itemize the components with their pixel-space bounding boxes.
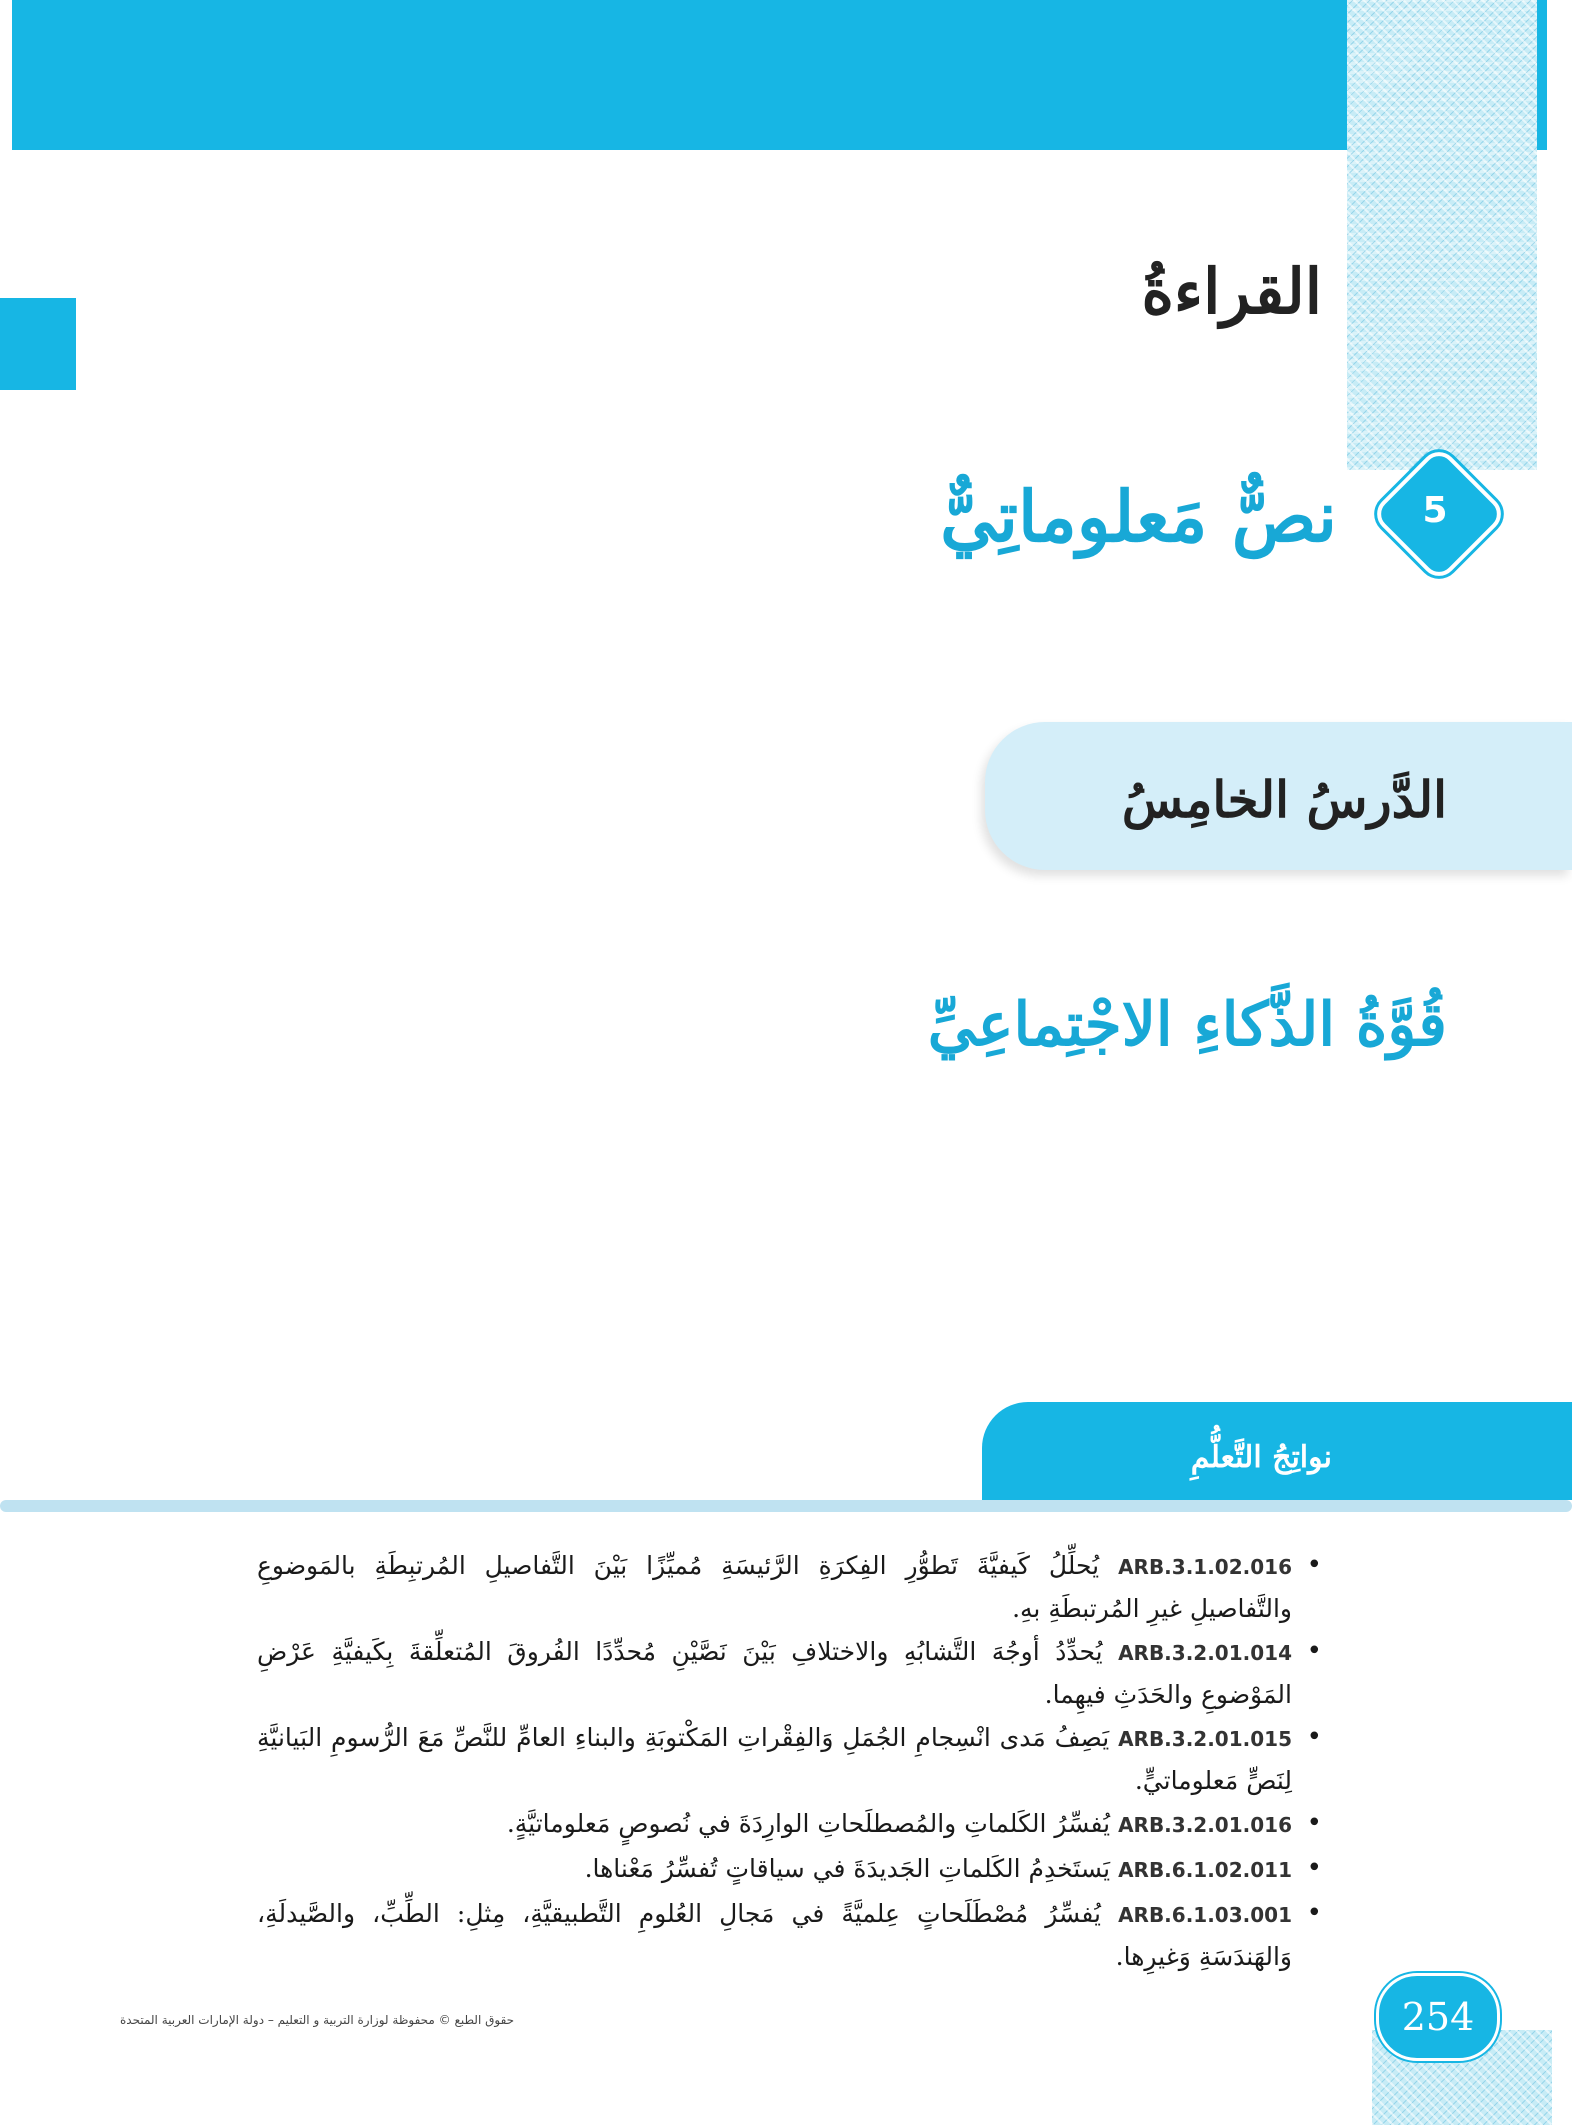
outcome-text: يَستَخدِمُ الكَلماتِ الجَديدَةَ في سياقاتٍ تُفسِّرُ مَعْناها. (584, 1854, 1111, 1883)
outcome-code: ARB.3.2.01.014 (1118, 1641, 1292, 1665)
outcome-text: يُفسِّرُ مُصْطَلَحاتٍ عِلميَّةً في مَجالِ العُلومِ التَّطبيقيَّةِ، مِثلِ: الطِّبِّ، والصَّيدلَةِ، وَالهَندَسَةِ وَغيرِها. (257, 1899, 1292, 1971)
unit-number-badge (1375, 450, 1495, 570)
reading-text-title: قُوَّةُ الذَّكاءِ الاجْتِماعِيِّ (927, 990, 1447, 1060)
outcome-text: يَصِفُ مَدى انْسِجامِ الجُمَلِ وَالفِقْراتِ المَكْتوبَةِ والبناءِ العامِّ للنَّصِّ مَعَ الرُّسومِ البَيانيَّةِ لِنَصٍّ مَعلوماتيٍّ. (257, 1723, 1292, 1795)
side-tab-marker (0, 298, 76, 390)
outcome-item (257, 1893, 1322, 1977)
outcomes-divider (0, 1500, 1572, 1512)
section-title: القراءةُ (1141, 255, 1322, 328)
outcome-code: ARB.6.1.02.011 (1118, 1858, 1292, 1882)
outcome-item (257, 1803, 1322, 1846)
unit-title: نصٌّ مَعلوماتِيٌّ (940, 475, 1337, 558)
unit-number: 5 (1422, 489, 1448, 531)
copyright-notice: حقوق الطبع © محفوظة لوزارة التربية و التعليم – دولة الإمارات العربية المتحدة (120, 2013, 515, 2027)
decorative-texture-strip (1347, 0, 1537, 470)
outcome-text: يُفسِّرُ الكَلماتِ والمُصطلَحاتِ الوارِدَةَ في نُصوصٍ مَعلوماتيَّةٍ. (506, 1809, 1111, 1838)
outcome-item (257, 1848, 1322, 1891)
outcome-text: يُحلِّلُ كَيفيَّةَ تَطوُّرِ الفِكرَةِ الرَّئيسَةِ مُميِّزًا بَيْنَ التَّفاصيلِ المُرتبِطَةِ بالمَوضوعِ والتَّفاصيلِ غيرِ المُرتبطَةِ بهِ. (257, 1551, 1292, 1623)
learning-outcomes-heading: نواتِجُ التَّعلُّمِ (1190, 1440, 1332, 1475)
outcome-code: ARB.3.2.01.016 (1118, 1813, 1292, 1837)
outcome-code: ARB.3.2.01.015 (1118, 1727, 1292, 1751)
top-banner (12, 0, 1547, 150)
page-number: 254 (1376, 1973, 1500, 2061)
outcome-text: يُحدِّدُ أوجُهَ التَّشابُهِ والاختلافِ بَيْنَ نَصَّيْنِ مُحدِّدًا الفُروقَ المُتعلِّقةَ بِكَيفيَّةِ عَرْضِ المَوْضوعِ والحَدَثِ فيهِما. (257, 1637, 1292, 1709)
outcome-item (257, 1545, 1322, 1629)
learning-outcomes-list (257, 1545, 1322, 1979)
outcome-item (257, 1717, 1322, 1801)
lesson-label: الدَّرسُ الخامِسُ (1121, 770, 1447, 829)
outcome-code: ARB.6.1.03.001 (1118, 1903, 1292, 1927)
outcome-item (257, 1631, 1322, 1715)
outcome-code: ARB.3.1.02.016 (1118, 1555, 1292, 1579)
